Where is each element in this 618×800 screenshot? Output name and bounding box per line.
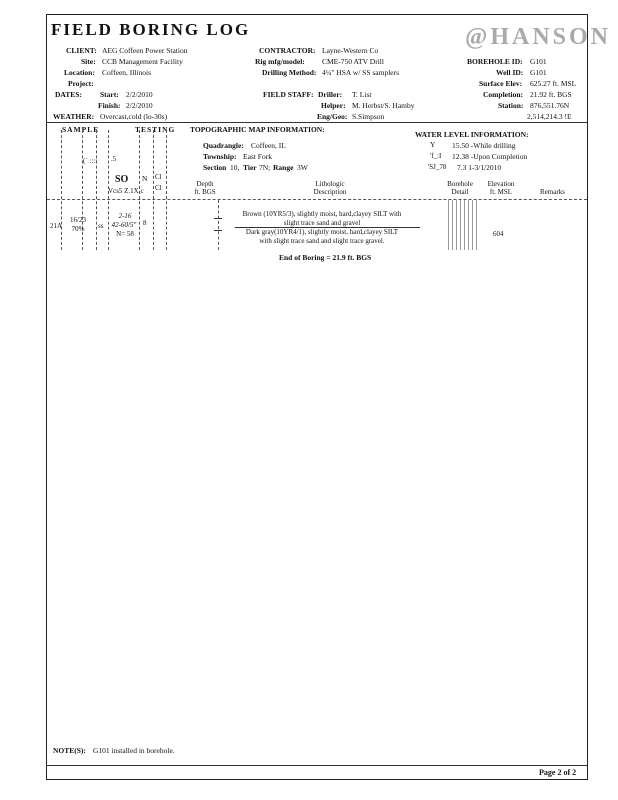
completion-label: Completion: <box>483 90 523 99</box>
depth-unit-header: ft. BGS <box>194 188 216 196</box>
surface-elev-label: Surface Elev: <box>479 79 523 88</box>
rig-label: Rig mfg/model: <box>255 57 305 66</box>
rig-value: CME-750 ATV Drill <box>322 57 384 66</box>
depth-scale <box>218 200 219 250</box>
water-level-1: 15.50 -While drilling <box>452 141 516 150</box>
depth-column-header: Depth <box>196 180 214 188</box>
water-symbol-3: 'SJ_78 <box>428 163 447 171</box>
driller-value: T. List <box>352 90 372 99</box>
station-value-2: 2,514,214.3 !E <box>527 112 572 121</box>
recovery-value: 16/23 <box>70 216 86 224</box>
sample-heading: SAMPLE <box>62 125 100 134</box>
project-label: Project: <box>68 79 94 88</box>
water-level-2: 12.38 -Upon Completion <box>452 152 528 161</box>
client-value: AEG Coffeen Power Station <box>102 46 188 55</box>
drilling-label: Drilling Method: <box>262 68 317 77</box>
remarks-column-header: Remarks <box>540 188 565 196</box>
helper-label: Helper: <box>321 101 346 110</box>
site-value: CCB Management Facility <box>102 57 183 66</box>
helper-value: M. Herbst/S. Hamby <box>352 101 415 110</box>
start-label: Start: <box>100 90 119 99</box>
tier-label: Tier <box>243 163 257 172</box>
eng-label: Eng/Geo: <box>317 112 348 121</box>
section-label: Section <box>203 163 227 172</box>
column-header-garble-4: SO <box>115 174 129 185</box>
field-staff-label: FIELD STAFF: <box>263 90 314 99</box>
lithology-line-4: with slight trace sand and slight trace gravel. <box>259 237 385 245</box>
section-value: 10, <box>230 163 240 172</box>
eng-value: S.Simpson <box>352 112 385 121</box>
borehole-detail-graphic <box>445 200 480 250</box>
n-value: N= 58 <box>116 230 134 238</box>
litho-column-header-2: Description <box>313 188 347 196</box>
range-label: Range <box>273 163 294 172</box>
quadrangle-label: Quadrangle: <box>203 141 244 150</box>
column-separator <box>166 130 167 250</box>
borehole-column-header-2: Detail <box>451 188 469 196</box>
station-label: Station: <box>498 101 524 110</box>
company-logo: @HANSON <box>465 24 612 50</box>
water-symbol-1: Y <box>430 140 436 149</box>
station-value: 876,551.76N <box>530 101 570 110</box>
depth-tick <box>214 230 222 231</box>
column-header-garble-1: (´ :::: <box>83 157 98 165</box>
testing-heading: TESTING <box>135 125 176 134</box>
well-id-value: G101 <box>530 68 547 77</box>
township-label: Township: <box>203 152 237 161</box>
completion-value: 21.92 ft. BGS <box>530 90 572 99</box>
sample-number: 21A <box>50 222 63 230</box>
borehole-column-header: Borehole <box>447 180 473 188</box>
water-symbol-2: 'f_:I <box>430 152 442 160</box>
notes-text: G101 installed in borehole. <box>93 746 175 755</box>
site-label: Site: <box>81 57 96 66</box>
page-number: Page 2 of 2 <box>539 768 577 777</box>
column-header-garble-6: Cl <box>155 173 162 181</box>
header-divider <box>47 122 587 123</box>
client-label: CLIENT: <box>66 46 97 55</box>
surface-elev-value: 625.27 ft. MSL <box>530 79 577 88</box>
depth-tick <box>214 218 222 219</box>
range-value: 3W <box>297 163 308 172</box>
column-header-garble-3: Vcs5 Z.1X.c <box>108 187 144 195</box>
elevation-column-header: Elevation <box>487 180 515 188</box>
column-header-garble-5: N <box>142 174 148 183</box>
lithology-line-3: Dark gray(10YR4/1), slightly moist, hard,clayey SILT <box>245 228 399 236</box>
column-separator <box>96 130 97 250</box>
location-label: Location: <box>64 68 95 77</box>
dates-label: DATES: <box>55 90 82 99</box>
recovery-percent: 70% <box>71 225 85 233</box>
tier-value: 7N; <box>259 163 271 172</box>
contractor-label: CONTRACTOR: <box>259 46 316 55</box>
table-header-divider <box>47 199 587 200</box>
notes-label: NOTE(S): <box>53 746 86 755</box>
blow-counts-2: 42-60/5" <box>111 221 137 229</box>
water-level-3: 7.3 1-3/1/2010 <box>457 163 502 172</box>
blow-counts: 2-16 <box>118 212 132 220</box>
column-header-garble-7: Cl <box>155 184 162 192</box>
elevation-column-header-2: ft. MSL <box>489 188 513 196</box>
drilling-value: 4¼" HSA w/ SS samplers <box>322 68 400 77</box>
column-separator <box>61 130 62 250</box>
topo-heading: TOPOGRAPHIC MAP INFORMATION: <box>190 125 325 134</box>
well-id-label: Well ID: <box>496 68 524 77</box>
weather-value: Overcast,cold (lo-30s) <box>100 112 168 121</box>
water-heading: WATER LEVEL INFORMATION: <box>415 130 529 139</box>
page-title: FIELD BORING LOG <box>51 20 251 39</box>
driller-label: Driller: <box>318 90 343 99</box>
column-separator <box>153 130 154 250</box>
township-value: East Fork <box>243 152 272 161</box>
elevation-value: 604 <box>493 230 504 238</box>
contractor-value: Layne-Western Co <box>322 46 379 55</box>
footer-divider <box>47 765 587 766</box>
end-of-boring: End of Boring = 21.9 ft. BGS <box>279 253 372 262</box>
column-header-garble-2: .5 <box>111 155 117 163</box>
borehole-id-label: BOREHOLE ID: <box>467 57 523 66</box>
lithology-line-2: slight trace sand and gravel <box>283 219 361 227</box>
quadrangle-value: Coffeen, IL <box>251 141 286 150</box>
finish-value: 2/2/2010 <box>126 101 153 110</box>
borehole-id-value: G101 <box>530 57 547 66</box>
finish-label: Finish: <box>98 101 121 110</box>
sample-type: ss <box>98 222 104 230</box>
lithology-line-1: Brown (10YR5/3), slightly moist, hard,clayey SILT with <box>242 210 402 218</box>
moisture-value: 8 <box>143 219 147 227</box>
litho-column-header: Lithologic <box>315 180 345 188</box>
start-value: 2/2/2010 <box>126 90 153 99</box>
location-value: Coffeen, Illinois <box>102 68 152 77</box>
weather-label: WEATHER: <box>53 112 95 121</box>
